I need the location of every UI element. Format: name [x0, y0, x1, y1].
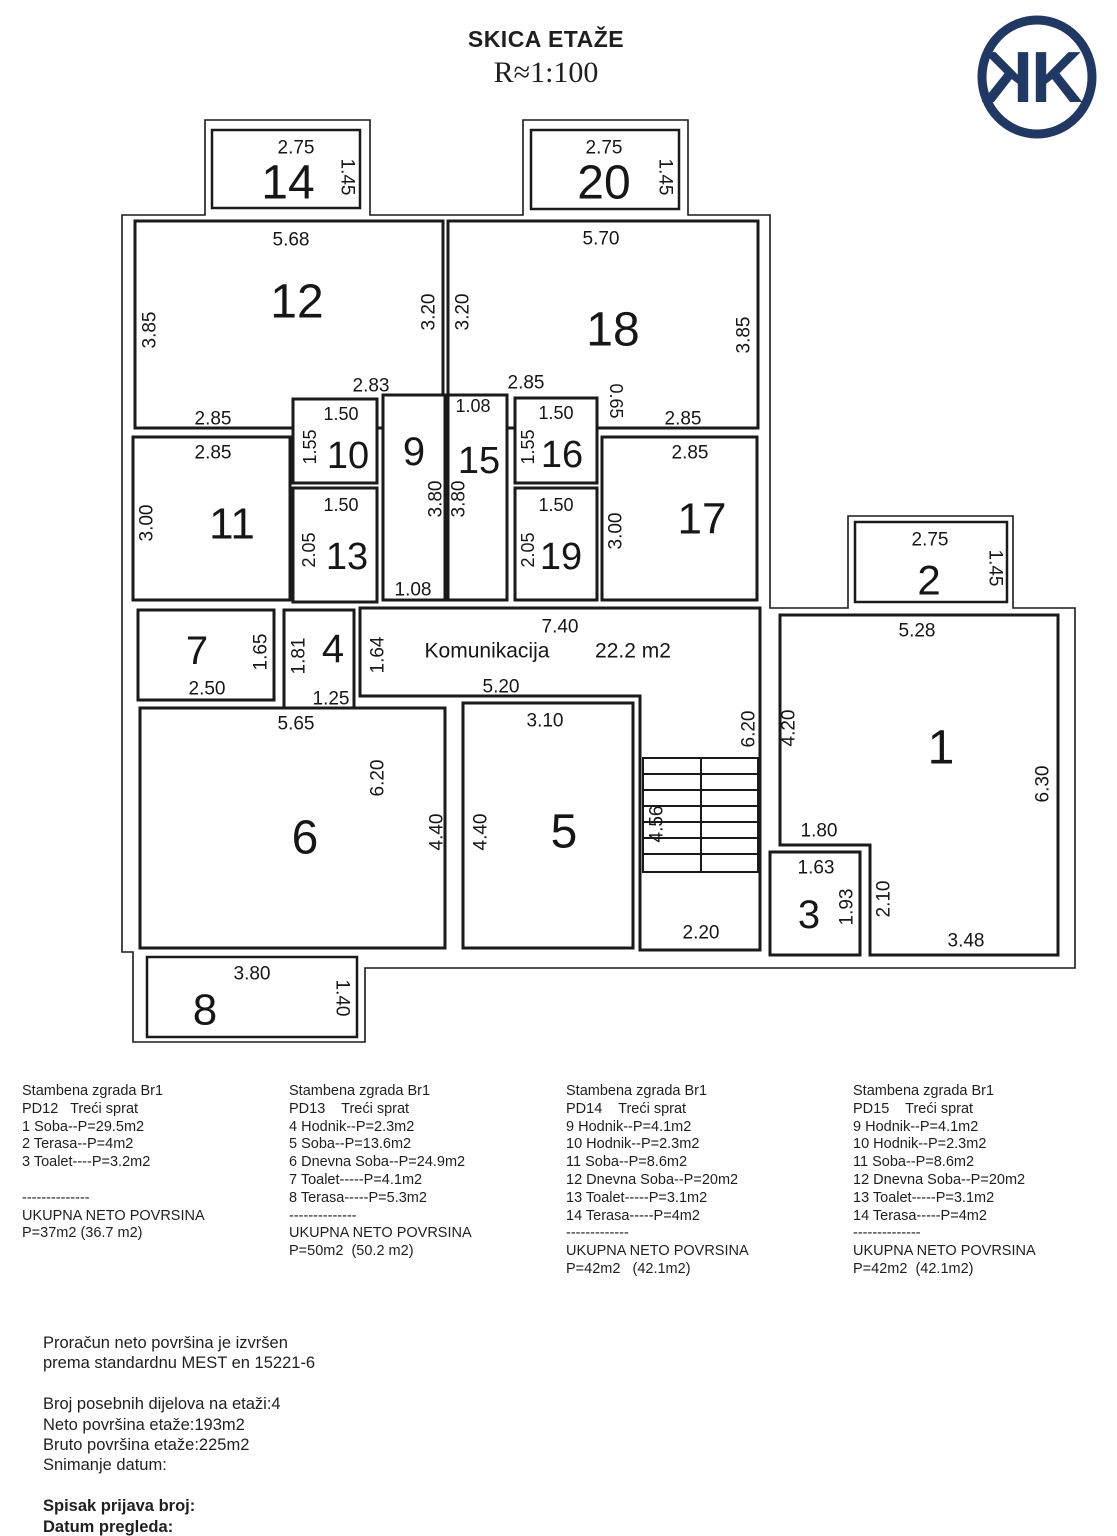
dim-label: 1.55 — [300, 429, 320, 465]
summary-line: Stambena zgrada Br1 — [22, 1083, 164, 1099]
summary-line: UKUPNA NETO POVRSINA — [289, 1225, 472, 1242]
summary-line: -------------- — [289, 1207, 357, 1224]
room-number: 13 — [325, 536, 369, 578]
apartment-summary — [566, 1083, 749, 1279]
room-number: 9 — [402, 430, 426, 474]
summary-line: UKUPNA NETO POVRSINA — [853, 1243, 1036, 1260]
dim-label: 5.28 — [898, 620, 936, 642]
summary-line: PD12 Treći sprat — [22, 1100, 139, 1117]
dim-label: 1.81 — [288, 637, 310, 675]
dim-label: 2.85 — [671, 442, 709, 464]
dim-label: 3.10 — [526, 710, 564, 732]
room-number: 20 — [577, 156, 631, 210]
dim-label: 3.20 — [418, 293, 440, 331]
apartment-summary — [289, 1083, 472, 1261]
dim-label: 3.85 — [733, 316, 755, 354]
summary-line: 10 Hodnik--P=2.3m2 — [566, 1136, 700, 1153]
summary-line: 12 Dnevna Soba--P=20m2 — [853, 1171, 1026, 1188]
summary-line: 4 Hodnik--P=2.3m2 — [289, 1118, 415, 1135]
dim-label: 5.65 — [277, 713, 315, 735]
dim-label: 1.08 — [455, 396, 491, 416]
room-number: 3 — [797, 893, 821, 937]
dim-label: 2.75 — [585, 137, 623, 159]
dim-label: 6.30 — [1032, 765, 1054, 803]
dim-label: 1.64 — [367, 636, 389, 674]
dim-label: 7.40 — [541, 616, 579, 638]
summary-line: 7 Toalet-----P=4.1m2 — [289, 1171, 423, 1188]
dim-label: 6.20 — [738, 710, 760, 748]
dim-label: 2.75 — [277, 137, 315, 159]
summary-line: 12 Dnevna Soba--P=20m2 — [566, 1171, 739, 1188]
summary-line: Stambena zgrada Br1 — [566, 1083, 708, 1099]
summary-line: 9 Hodnik--P=4.1m2 — [853, 1118, 979, 1135]
summary-line: 6 Dnevna Soba--P=24.9m2 — [289, 1154, 466, 1171]
note-line: Broj posebnih dijelova na etaži:4 — [43, 1395, 281, 1414]
dim-label: 1.55 — [518, 429, 538, 465]
dim-label: 1.65 — [250, 633, 272, 671]
dim-label: 3.20 — [452, 293, 474, 331]
apartment-summary — [22, 1083, 205, 1243]
dim-label: 5.68 — [272, 229, 310, 251]
dim-label: 4.56 — [646, 805, 668, 843]
page-title: SKICA ETAŽE — [467, 26, 625, 52]
room-number: 1 — [927, 721, 955, 775]
dim-label: 1.80 — [800, 820, 838, 842]
note-line: Snimanje datum: — [43, 1456, 167, 1475]
summary-line: 11 Soba--P=8.6m2 — [566, 1154, 688, 1171]
summary-line: UKUPNA NETO POVRSINA — [22, 1207, 205, 1224]
summary-line: 1 Soba--P=29.5m2 — [22, 1118, 145, 1135]
dim-label: 1.50 — [538, 495, 574, 515]
note-line: Neto površina etaže:193m2 — [43, 1415, 245, 1434]
dim-label: 2.85 — [664, 408, 702, 430]
dim-label: 4.20 — [778, 709, 800, 747]
room-number: 11 — [209, 499, 255, 549]
dim-label: 2.83 — [352, 375, 390, 397]
room-number: 17 — [677, 494, 727, 544]
room-number: 6 — [291, 811, 319, 865]
room-number: 15 — [457, 440, 501, 482]
note-line: Proračun neto površina je izvršen — [43, 1334, 288, 1352]
notes-block — [43, 1333, 315, 1536]
logo-letter-mirrored: K — [981, 38, 1033, 118]
dim-label: 1.50 — [323, 495, 359, 515]
summary-line: -------------- — [22, 1189, 90, 1206]
room-number: 4 — [321, 627, 345, 671]
dim-label: 3.00 — [605, 512, 627, 550]
dim-label: 2.05 — [518, 532, 538, 568]
dim-label: 2.85 — [507, 372, 545, 394]
room-number: 8 — [192, 985, 218, 1035]
dim-label: 1.63 — [797, 857, 835, 879]
room-number: 14 — [261, 156, 315, 210]
room-number: 12 — [270, 275, 324, 329]
summary-line: 13 Toalet-----P=3.1m2 — [853, 1189, 995, 1206]
summary-line: 11 Soba--P=8.6m2 — [853, 1154, 975, 1171]
dim-label: 4.40 — [426, 813, 448, 851]
dim-label: 2.75 — [911, 529, 949, 551]
summary-line: 5 Soba--P=13.6m2 — [289, 1136, 412, 1153]
room-number: 7 — [185, 629, 209, 673]
room-number: 19 — [539, 536, 583, 578]
summary-line: PD15 Treći sprat — [853, 1100, 974, 1117]
summary-line: 8 Terasa-----P=5.3m2 — [289, 1189, 427, 1206]
dim-label: 3.00 — [136, 504, 158, 542]
dim-label: 2.50 — [188, 678, 226, 700]
summary-line: 13 Toalet-----P=3.1m2 — [566, 1189, 708, 1206]
summary-line: 14 Terasa-----P=4m2 — [853, 1207, 987, 1224]
summary-line: PD13 Treći sprat — [289, 1100, 410, 1117]
room-number: 2 — [917, 556, 941, 604]
apartment-summary — [853, 1083, 1036, 1279]
dim-label: 1.45 — [336, 158, 358, 196]
dim-label: 1.93 — [836, 888, 858, 926]
room-number: 18 — [586, 303, 640, 357]
note-line: Datum pregleda: — [43, 1517, 174, 1536]
summary-line: PD14 Treći sprat — [566, 1100, 687, 1117]
dim-label: 1.45 — [654, 158, 676, 196]
dim-label: 5.70 — [582, 228, 620, 250]
summary-line: P=50m2 (50.2 m2) — [289, 1243, 414, 1260]
summary-line: 14 Terasa-----P=4m2 — [566, 1207, 700, 1224]
summary-line: 10 Hodnik--P=2.3m2 — [853, 1136, 987, 1153]
summary-line: ------------- — [566, 1225, 629, 1242]
dim-label: 0.65 — [606, 383, 626, 419]
dim-label: 4.40 — [470, 813, 492, 851]
room-number: 10 — [326, 435, 370, 477]
dim-label: 1.50 — [538, 403, 574, 423]
logo-letter: K — [1031, 38, 1083, 118]
area-label: 22.2 m2 — [595, 639, 671, 663]
dim-label: 6.20 — [367, 759, 389, 797]
dim-label: 1.45 — [984, 549, 1006, 587]
summary-line: P=42m2 (42.1m2) — [566, 1260, 691, 1277]
summary-line: 3 Toalet----P=3.2m2 — [22, 1154, 151, 1171]
note-line — [43, 1476, 315, 1496]
dim-label: 3.80 — [448, 480, 470, 518]
area-label: Komunikacija — [424, 639, 550, 663]
dim-label: 3.80 — [233, 963, 271, 985]
dim-label: 1.40 — [331, 979, 353, 1017]
dim-label: 3.48 — [947, 930, 985, 952]
dim-label: 1.25 — [312, 688, 350, 710]
note-line: Spisak prijava broj: — [43, 1497, 196, 1516]
summary-line: P=37m2 (36.7 m2) — [22, 1225, 143, 1242]
summary-line: 9 Hodnik--P=4.1m2 — [566, 1118, 692, 1135]
dim-label: 5.20 — [482, 676, 520, 698]
note-line: prema standardnu MEST en 15221-6 — [43, 1354, 316, 1373]
dim-label: 2.85 — [194, 442, 232, 464]
drawing-scale: R≈1:100 — [493, 56, 599, 89]
dim-label: 1.50 — [323, 404, 359, 424]
dim-label: 2.10 — [873, 880, 895, 918]
summary-line: -------------- — [853, 1225, 921, 1242]
dim-label: 3.80 — [425, 480, 447, 518]
summary-line: UKUPNA NETO POVRSINA — [566, 1243, 749, 1260]
dim-label: 3.85 — [139, 311, 161, 349]
dim-label: 2.05 — [299, 532, 319, 568]
summary-line: Stambena zgrada Br1 — [853, 1083, 995, 1099]
summary-line: Stambena zgrada Br1 — [289, 1083, 431, 1099]
room-number: 5 — [550, 805, 578, 859]
note-line: Bruto površina etaže:225m2 — [43, 1436, 250, 1455]
dim-label: 2.20 — [682, 922, 720, 944]
dim-label: 1.08 — [394, 579, 432, 601]
summary-line: P=42m2 (42.1m2) — [853, 1260, 974, 1277]
room-number: 16 — [540, 434, 584, 476]
note-line — [43, 1374, 315, 1394]
dim-label: 2.85 — [194, 408, 232, 430]
summary-line: 2 Terasa--P=4m2 — [22, 1136, 134, 1153]
summary-line — [22, 1172, 205, 1190]
